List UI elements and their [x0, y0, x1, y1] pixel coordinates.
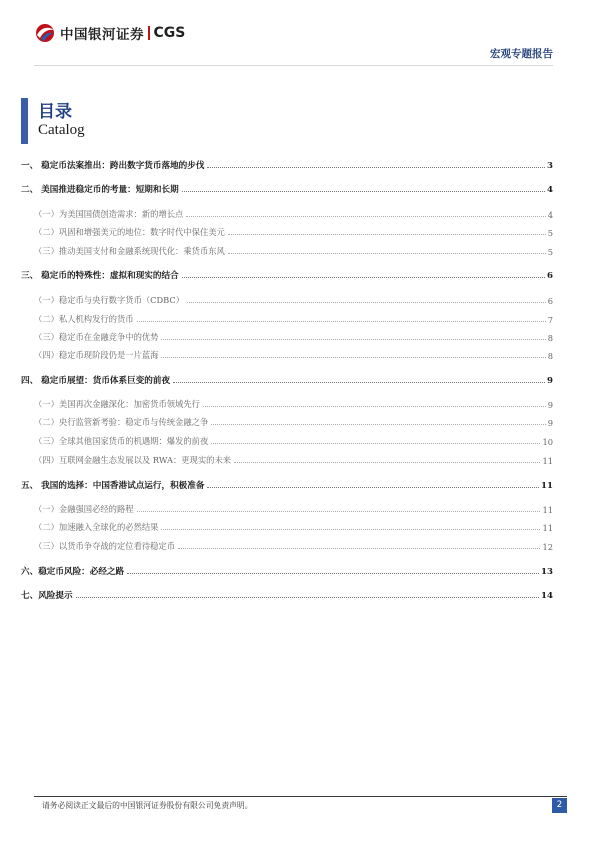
toc-dot-leader	[127, 573, 539, 574]
toc-dot-leader	[228, 234, 546, 235]
toc-subsection-link[interactable]	[21, 499, 553, 515]
toc-dot-leader	[211, 443, 540, 444]
toc-entry-text: 一、 稳定币法案推出：跨出数字货币落地的步伐	[21, 161, 205, 171]
toc-subsection-link[interactable]	[21, 290, 553, 306]
toc-dot-leader	[182, 191, 545, 192]
logo-separator	[148, 26, 150, 40]
toc-page-number: 5	[547, 247, 553, 257]
toc-page-number: 14	[541, 591, 553, 601]
toc-section-link[interactable]	[21, 155, 553, 171]
toc-section-link[interactable]	[21, 370, 553, 386]
toc-section-link[interactable]	[21, 265, 553, 281]
toc-entry-text: 七、风险提示	[21, 591, 73, 601]
toc-entry-text: （一）稳定币与央行数字货币（CDBC）	[34, 295, 185, 305]
logo-chinese-name: 中国银河证券	[60, 27, 144, 43]
toc-page-number: 12	[542, 542, 553, 552]
toc-entry-text: 三、 稳定币的特殊性：虚拟和现实的结合	[21, 271, 179, 281]
company-logo	[34, 23, 185, 43]
toc-page-number: 10	[542, 437, 553, 447]
toc-page-number: 4	[547, 185, 553, 195]
toc-dot-leader	[161, 339, 545, 340]
toc-subsection-link[interactable]	[21, 517, 553, 533]
toc-entry-text: （三）全球其他国家货币的机遇期：爆发的前夜	[34, 436, 209, 446]
toc-subtitle: Catalog	[38, 122, 85, 138]
toc-subsection-link[interactable]	[21, 327, 553, 343]
toc-page-number: 8	[547, 333, 553, 343]
toc-subsection-link[interactable]	[21, 394, 553, 410]
report-type-label: 宏观专题报告	[490, 48, 553, 60]
toc-entry-text: （二）巩固和增强美元的地位：数字时代中保住美元	[34, 227, 225, 237]
toc-accent-bar	[21, 98, 28, 144]
toc-entry-text: （一）金融强国必经的路程	[34, 504, 134, 514]
toc-dot-leader	[234, 462, 540, 463]
toc-page-number: 9	[547, 418, 553, 428]
toc-page-number: 6	[547, 271, 553, 281]
toc-dot-leader	[161, 529, 540, 530]
toc-dot-leader	[178, 548, 540, 549]
toc-page-number: 11	[542, 523, 553, 533]
toc-dot-leader	[203, 406, 546, 407]
toc-page-number: 3	[547, 161, 553, 171]
page-number-badge: 2	[552, 798, 567, 813]
toc-subsection-link[interactable]	[21, 309, 553, 325]
toc-dot-leader	[161, 357, 545, 358]
toc-dot-leader	[76, 597, 539, 598]
toc-dot-leader	[228, 253, 546, 254]
toc-page-number: 11	[541, 481, 553, 491]
toc-entry-text: （二）加速融入全球化的必然结果	[34, 522, 159, 532]
toc-section-link[interactable]	[21, 585, 553, 601]
toc-entry-text: 四、 稳定币展望：货币体系巨变的前夜	[21, 376, 171, 386]
toc-entry-text: （三）稳定币在金融竞争中的优势	[34, 332, 159, 342]
toc-entry-text: （四）稳定币现阶段仍是一片蓝海	[34, 350, 159, 360]
toc-section-link[interactable]	[21, 561, 553, 577]
toc-title: 目录	[38, 102, 72, 122]
toc-entry-text: （三）推动美国支付和金融系统现代化：乘货币东风	[34, 246, 225, 256]
toc-subsection-link[interactable]	[21, 536, 553, 552]
toc-entry-text: （二）私人机构发行的货币	[34, 314, 134, 324]
toc-entry-text: （一）为美国国债创造需求：新的增长点	[34, 209, 184, 219]
toc-dot-leader	[173, 382, 545, 383]
toc-entry-text: （三）以货币争夺战的定位看待稳定币	[34, 541, 176, 551]
toc-page-number: 7	[547, 315, 553, 325]
toc-entry-text: 六、稳定币风险：必经之路	[21, 567, 125, 577]
toc-subsection-link[interactable]	[21, 222, 553, 238]
toc-dot-leader	[137, 511, 541, 512]
galaxy-logo-icon	[34, 23, 56, 43]
toc-subsection-link[interactable]	[21, 450, 553, 466]
toc-page-number: 11	[542, 505, 553, 515]
footer-disclaimer: 请务必阅读正文最后的中国银河证券股份有限公司免责声明。	[42, 801, 253, 810]
toc-page-number: 13	[541, 567, 553, 577]
toc-page-number: 11	[542, 456, 553, 466]
toc-section-link[interactable]	[21, 179, 553, 195]
toc-subsection-link[interactable]	[21, 412, 553, 428]
toc-entry-text: （一）美国再次金融深化：加密货币领域先行	[34, 399, 200, 409]
logo-english-name: CGS	[153, 25, 186, 41]
toc-dot-leader	[186, 216, 545, 217]
toc-page-number: 5	[547, 228, 553, 238]
header-divider	[34, 65, 553, 66]
toc-dot-leader	[182, 277, 545, 278]
toc-page-number: 8	[547, 351, 553, 361]
toc-entry-text: （二）央行监管新考验：稳定币与传统金融之争	[34, 417, 209, 427]
toc-page-number: 9	[547, 400, 553, 410]
toc-dot-leader	[207, 487, 539, 488]
toc-dot-leader	[137, 321, 546, 322]
toc-subsection-link[interactable]	[21, 204, 553, 220]
toc-dot-leader	[207, 167, 545, 168]
toc-dot-leader	[187, 302, 546, 303]
toc-subsection-link[interactable]	[21, 345, 553, 361]
toc-entry-text: 五、 我国的选择：中国香港试点运行，积极准备	[21, 481, 205, 491]
toc-entry-text: 二、 美国推进稳定币的考量：短期和长期	[21, 185, 179, 195]
toc-section-link[interactable]	[21, 475, 553, 491]
toc-page-number: 4	[547, 210, 553, 220]
toc-subsection-link[interactable]	[21, 431, 553, 447]
footer-divider	[34, 796, 567, 797]
toc-entry-text: （四）互联网金融生态发展以及 RWA：更现实的未来	[34, 455, 232, 465]
toc-dot-leader	[211, 424, 545, 425]
toc-subsection-link[interactable]	[21, 241, 553, 257]
toc-page-number: 6	[547, 296, 553, 306]
toc-page-number: 9	[547, 376, 553, 386]
